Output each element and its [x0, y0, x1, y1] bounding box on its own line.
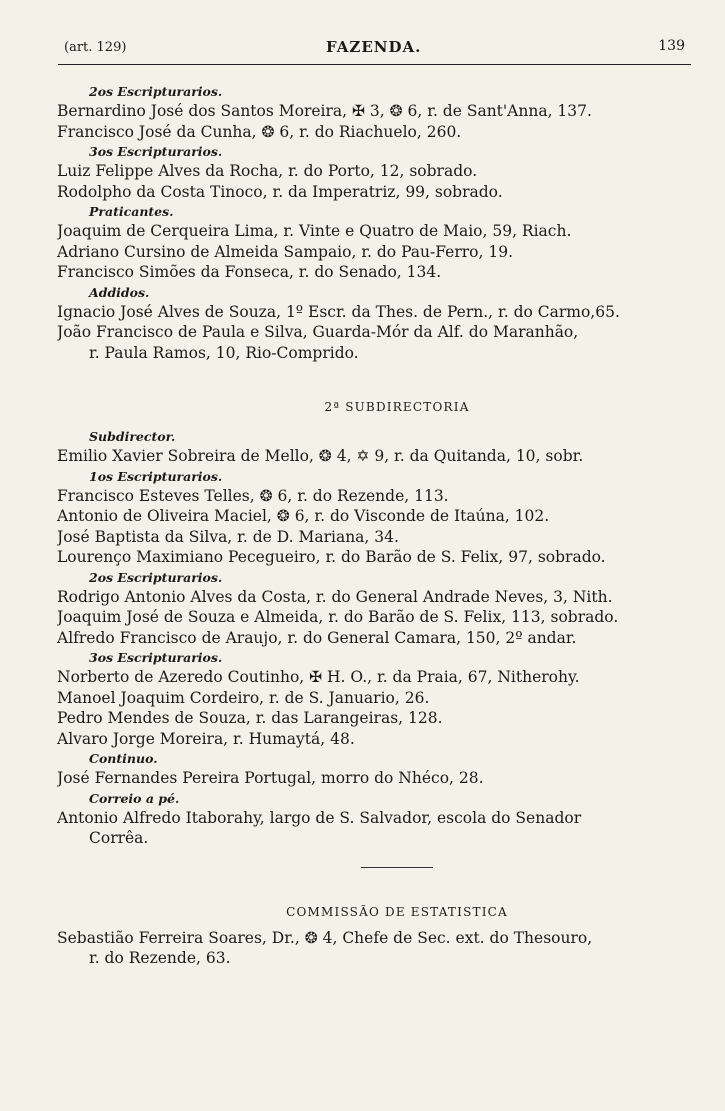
entry-line: Lourenço Maximiano Pecegueiro, r. do Barão de S. Felix, 97, sobrado. — [57, 548, 606, 566]
entry-line: Alvaro Jorge Moreira, r. Humaytá, 48. — [57, 729, 355, 748]
page-title: FAZENDA. — [326, 38, 422, 56]
category-heading: 3os Escripturarios. — [89, 144, 223, 159]
entry-line: Manoel Joaquim Cordeiro, r. de S. Januario, 26. — [57, 688, 430, 707]
category-heading: 3os Escripturarios. — [89, 650, 223, 665]
page-content — [57, 82, 697, 969]
category-heading: Subdirector. — [89, 429, 176, 444]
entry-line: Antonio Alfredo Itaborahy, largo de S. Salvador, escola do Senador — [57, 808, 582, 827]
entry-line: Ignacio José Alves de Souza, 1º Escr. da Thes. de Pern., r. do Carmo,65. — [57, 302, 620, 321]
entry-line: João Francisco de Paula e Silva, Guarda-Mór da Alf. do Maranhão, — [57, 323, 579, 341]
section-divider — [361, 867, 433, 868]
entry-line: Luiz Felippe Alves da Rocha, r. do Porto, 12, sobrado. — [57, 162, 478, 180]
entry-continuation: r. do Rezende, 63. — [89, 949, 231, 967]
entry-line: José Fernandes Pereira Portugal, morro do Nhéco, 28. — [57, 769, 484, 787]
entry-continuation: r. Paula Ramos, 10, Rio-Comprido. — [89, 343, 359, 362]
entry-line: Francisco José da Cunha, ❂ 6, r. do Riachuelo, 260. — [57, 122, 462, 141]
entry-line: Bernardino José dos Santos Moreira, ✠ 3, ❂ 6, r. de Sant'Anna, 137. — [57, 102, 592, 120]
category-heading: 2os Escripturarios. — [89, 569, 223, 585]
entry-line: Francisco Esteves Telles, ❂ 6, r. do Rezende, 113. — [57, 486, 449, 505]
entry-line: Francisco Simões da Fonseca, r. do Senado, 134. — [57, 263, 442, 281]
entry-line: Antonio de Oliveira Maciel, ❂ 6, r. do Visconde de Itaúna, 102. — [57, 507, 550, 525]
section-title: 2ª SUBDIRECTORIA — [324, 400, 470, 414]
entry-continuation: Corrêa. — [89, 829, 149, 847]
entry-line: Emilio Xavier Sobreira de Mello, ❂ 4, ✡ 9, r. da Quitanda, 10, sobr. — [57, 447, 584, 465]
entry-line: Adriano Cursino de Almeida Sampaio, r. do Pau-Ferro, 19. — [57, 242, 513, 261]
entry-line: Sebastião Ferreira Soares, Dr., ❂ 4, Chefe de Sec. ext. do Thesouro, — [57, 928, 593, 947]
entry-line: Alfredo Francisco de Araujo, r. do General Camara, 150, 2º andar. — [57, 628, 577, 647]
section-title: COMMISSÃO DE ESTATISTICA — [286, 904, 508, 919]
running-header — [58, 36, 691, 65]
entry-line: Pedro Mendes de Souza, r. das Larangeiras, 128. — [57, 709, 443, 727]
category-heading: Praticantes. — [89, 204, 174, 219]
category-heading: 2os Escripturarios. — [89, 84, 223, 99]
category-heading: Continuo. — [89, 751, 158, 766]
category-heading: Addidos. — [89, 284, 150, 300]
category-heading: 1os Escripturarios. — [89, 468, 223, 484]
category-heading: Correio a pé. — [89, 790, 180, 806]
entry-line: Rodolpho da Costa Tinoco, r. da Imperatriz, 99, sobrado. — [57, 182, 503, 201]
entry-line: Rodrigo Antonio Alves da Costa, r. do General Andrade Neves, 3, Nith. — [57, 587, 613, 606]
entry-line: Joaquim de Cerqueira Lima, r. Vinte e Quatro de Maio, 59, Riach. — [57, 222, 572, 240]
page-number: 139 — [658, 38, 685, 54]
entry-line: José Baptista da Silva, r. de D. Mariana, 34. — [57, 527, 399, 546]
entry-line: Norberto de Azeredo Coutinho, ✠ H. O., r. da Praia, 67, Nitherohy. — [57, 668, 580, 686]
article-reference: (art. 129) — [64, 40, 127, 55]
entry-line: Joaquim José de Souza e Almeida, r. do Barão de S. Felix, 113, sobrado. — [57, 608, 619, 626]
